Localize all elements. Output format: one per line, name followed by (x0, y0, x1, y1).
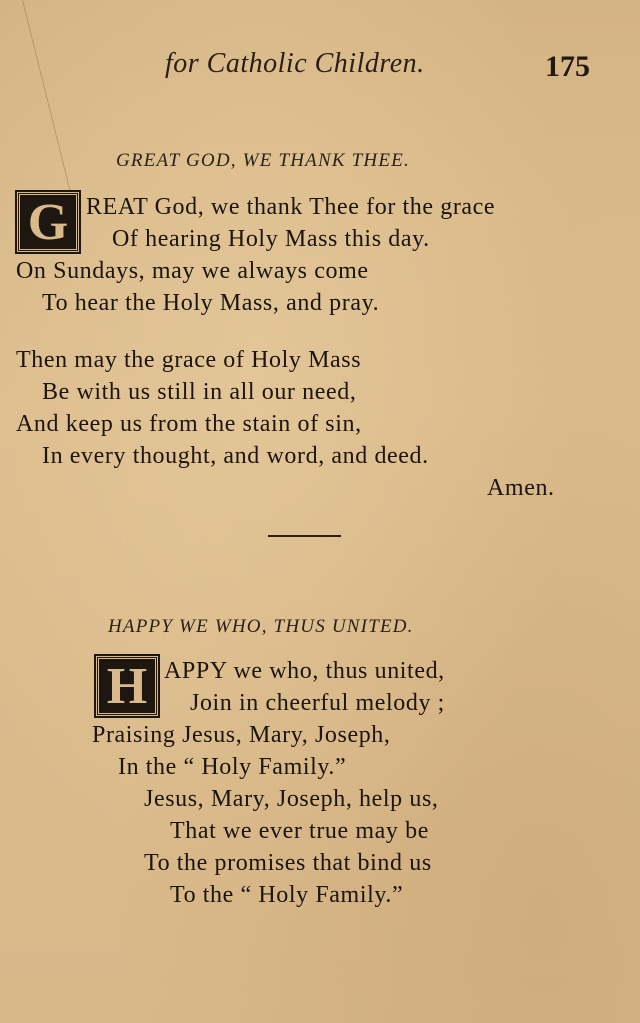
verse-line: APPY we who, thus united, (164, 658, 445, 684)
verse-line: To the promises that bind us (144, 850, 432, 876)
section-divider (268, 535, 341, 537)
page-header (0, 48, 640, 88)
verse-line: Of hearing Holy Mass this day. (112, 226, 430, 252)
hymn-title: HAPPY WE WHO, THUS UNITED. (108, 616, 414, 637)
verse-line: And keep us from the stain of sin, (16, 411, 362, 437)
verse-line: To the “ Holy Family.” (170, 882, 404, 908)
verse-line: On Sundays, may we always come (16, 258, 369, 284)
verse-line: Jesus, Mary, Joseph, help us, (144, 786, 439, 812)
verse-line: In every thought, and word, and deed. (42, 443, 429, 469)
verse-line: In the “ Holy Family.” (118, 754, 347, 780)
verse-line: Be with us still in all our need, (42, 379, 357, 405)
verse-line: REAT God, we thank Thee for the grace (86, 194, 496, 220)
running-title: for Catholic Children. (165, 48, 425, 79)
verse-line: Praising Jesus, Mary, Joseph, (92, 722, 391, 748)
ornamental-dropcap: G (17, 192, 79, 252)
closing-amen: Amen. (487, 475, 555, 501)
page-number: 175 (545, 50, 590, 83)
ornamental-dropcap: H (96, 656, 158, 716)
verse-line: Join in cheerful melody ; (190, 690, 445, 716)
verse-line: To hear the Holy Mass, and pray. (42, 290, 380, 316)
hymn-title: GREAT GOD, WE THANK THEE. (116, 150, 410, 171)
verse-line: That we ever true may be (170, 818, 429, 844)
verse-line: Then may the grace of Holy Mass (16, 347, 362, 373)
